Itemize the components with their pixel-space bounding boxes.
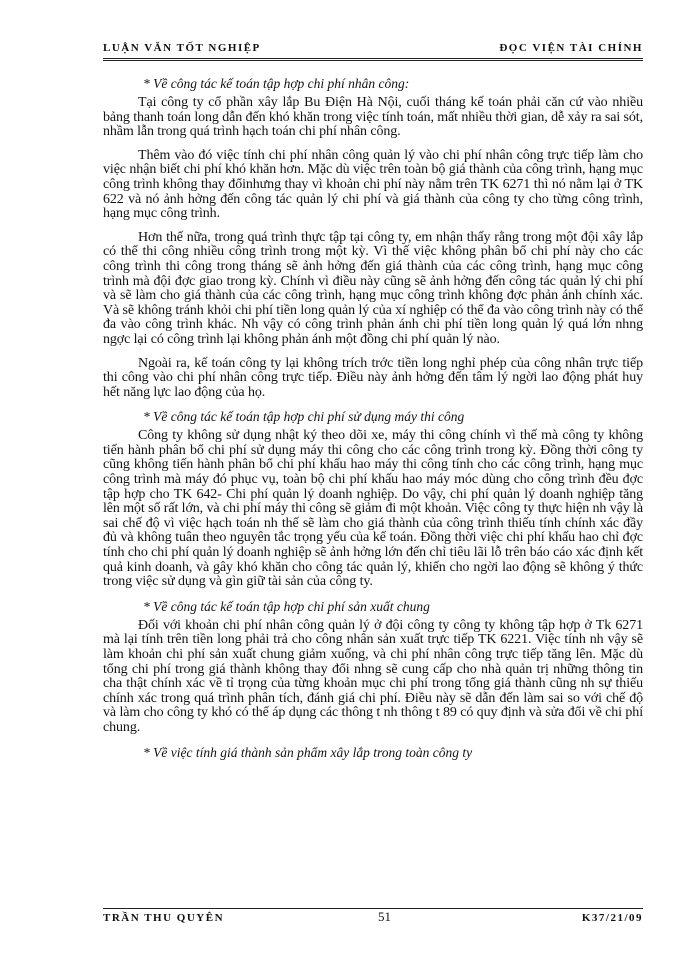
paragraph: Đối với khoản chi phí nhân công quản lý ở đội công ty công ty không tập hợp ở Tk 6271 mà lại tính trên tiền long phải trả cho công nhân sản xuất trực tiếp TK 6221. Việc tính nh vậy sẽ làm khoản chi phí sản xuất chung giảm xuống, và chi phí nhân công trực tiếp tăng lên. Mặc dù tổng chi phí trong giá thành không thay đổi nhng sẽ cung cấp cho nhà quản trị những thông tin cha thật chính xác về tỉ trọng của từng khoản mục chi phí trong tổng giá thành cũng nh sự thiếu chính xác trong quá trình phân tích, đánh giá chi phí. Điều này sẽ dẫn đến làm sai so với chế độ và làm cho công ty khó có thể áp dụng các thông t nh thông t 89 có quy định và sửa đổi về chi phí chung.	[103, 617, 643, 735]
paragraph: Tại công ty cổ phần xây lắp Bu Điện Hà Nội, cuối tháng kế toán phải căn cứ vào nhiều bảng thanh toán long dẫn đến khó khăn trong việc tính toán, mất nhiều thời gian, dễ xảy ra sai sót, nhầm lẫn trong quá trình hạch toán chi phí nhân công.	[103, 95, 643, 140]
header-right-text: ĐỌC VIỆN TÀI CHÍNH	[499, 42, 643, 54]
paragraph: Thêm vào đó việc tính chi phí nhân công quản lý vào chi phí nhân công trực tiếp làm cho việc nhận biết chi phí khó khăn hơn. Mặc dù việc trên toàn bộ giá thành của công trình, hạng mục công trình không thay đổinhưng thay vì khoản chi phí này nằm trên TK 6271 thì nó nằm lại ở TK 622 và nó ảnh hởng đến công tác quản lý chi phí và giá thành của công ty cho từng công trình, hạng mục công trình.	[103, 147, 643, 222]
page-footer	[103, 908, 643, 925]
paragraph: Công ty không sử dụng nhật ký theo dõi xe, máy thi công chính vì thế mà công ty không tiến hành phân bổ chi phí sử dụng máy thi công cho các công trình trong kỳ. Đồng thời công ty cũng không tiến hành phân bổ chi phí khấu hao máy thi công tính cho các công trình, hạng mục công trình mà máy đó phục vụ, toàn bộ chi phí khấu hao máy móc dùng cho công trình đều đợc tập hợp cho TK 642- Chi phí quản lý doanh nghiệp. Do vậy, chi phí quản lý doanh nghiệp tăng lên một số rất lớn, và chi phí máy thi công sẽ giảm đi một khoản. Việc công ty thực hiện nh vậy là sai chế độ vì việc hạch toán nh thế sẽ làm cho giá thành của công trình thiếu tính chính xác đầy đủ và không tuân theo nguyên tắc trọng yếu của kế toán. Đồng thời việc chi phí khấu hao chỉ đợc tính cho chi phí quản lý doanh nghiệp sẽ ảnh hởng lớn đến chỉ tiêu lãi lỗ trên báo cáo xác định kết quả kinh doanh, và gây khó khăn cho công tác quản lý, khiến cho ngời lao động sẽ không ý thức trong việc sử dụng và gìn giữ tài sản của công ty.	[103, 428, 643, 590]
header-left-text: LUẬN VĂN TỐT NGHIỆP	[103, 42, 261, 54]
footer-class-code: K37/21/09	[581, 912, 643, 924]
section-heading-overhead: * Về công tác kế toán tập hợp chi phí sản xuất chung	[143, 598, 430, 614]
page-number: 51	[378, 909, 391, 924]
paragraph: Ngoài ra, kế toán công ty lại không trích trớc tiền long nghỉ phép của công nhân trực tiếp thi công vào chi phí nhân công trực tiếp. Điều này ảnh hởng đến tâm lý ngời lao động phát huy hết năng lực lao động của họ.	[103, 355, 643, 400]
section-heading-costing: * Về việc tính giá thành sản phẩm xây lắp trong toàn công ty	[143, 744, 473, 760]
paragraph: Hơn thế nữa, trong quá trình thực tập tại công ty, em nhận thấy rằng trong một đội xây lắp có thể thi công nhiều công trình trong một kỳ. Vì thế việc không phân bổ chi phí này cho các công trình thi công trong tháng sẽ ảnh hởng đến giá thành của các công trình, hạng mục công trình mà đội đợc giao trong kỳ. Chính vì điều này cũng sẽ ảnh hởng đến công tác quản lý chi phí và sẽ làm cho giá thành của các công trình, hạng mục công trình không đợc phản ánh chính xác. Và sẽ không tránh khỏi chi phí tiền long quản lý của xí nghiệp có thể đa vào công trình này có thể đa vào công trình khác. Nh vậy có công trình phản ánh chi phí tiền long quản lý quá lớn nhng ngợc lại có công trình lại không phản ánh một đồng chi phí quản lý nào.	[103, 229, 643, 347]
section-heading-machinery: * Về công tác kế toán tập hợp chi phí sử dụng máy thi công	[143, 409, 465, 425]
footer-author: TRẦN THU QUYÊN	[103, 912, 225, 924]
document-body	[103, 70, 643, 765]
section-heading-labor: * Về công tác kế toán tập hợp chi phí nhân công:	[143, 76, 410, 91]
page-header	[103, 40, 643, 61]
